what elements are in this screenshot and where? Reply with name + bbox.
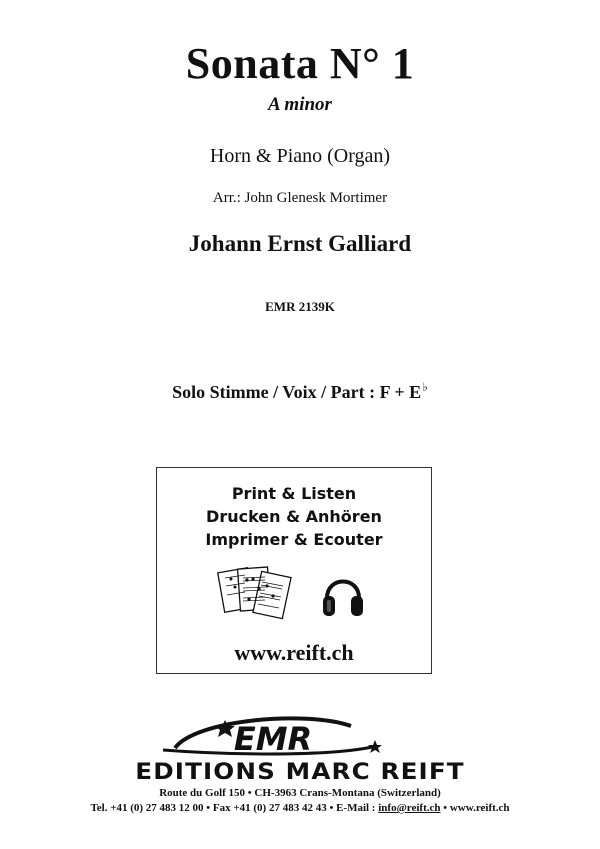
arranger: Arr.: John Glenesk Mortimer: [212, 190, 388, 206]
emr-logo-text: EMR: [233, 720, 313, 758]
key-signature: A minor: [268, 94, 332, 115]
publisher-contact: [0, 801, 600, 815]
promo-line-imprimer: Imprimer & Ecouter: [205, 530, 383, 549]
print-listen-box: [156, 467, 432, 674]
flat-symbol: ♭: [422, 380, 428, 394]
promo-line-print: Print & Listen: [231, 484, 357, 503]
email-link[interactable]: info@reift.ch: [378, 802, 441, 814]
contact-website[interactable]: • www.reift.ch: [440, 802, 510, 814]
emr-logo: [155, 714, 385, 760]
title: Sonata N° 1: [185, 39, 415, 88]
publisher-brand: EDITIONS MARC REIFT: [135, 760, 465, 785]
sheet-music-icon: [217, 564, 293, 626]
promo-url-link[interactable]: www.reift.ch: [234, 640, 354, 665]
headphones-icon: [321, 568, 365, 622]
composer: Johann Ernst Galliard: [188, 231, 412, 256]
publisher-address: Route du Golf 150 • CH-3963 Crans-Montana (Switzerland): [159, 787, 441, 799]
promo-text: [157, 482, 431, 551]
part-label: [0, 375, 600, 404]
promo-line-drucken: Drucken & Anhören: [206, 507, 382, 526]
part-label-text: Solo Stimme / Voix / Part : F + E: [172, 382, 422, 402]
catalog-number: EMR 2139K: [265, 299, 335, 314]
contact-phone-fax: Tel. +41 (0) 27 483 12 00 • Fax +41 (0) 27 483 42 43 • E-Mail :: [90, 802, 379, 814]
instrumentation: Horn & Piano (Organ): [209, 145, 391, 167]
